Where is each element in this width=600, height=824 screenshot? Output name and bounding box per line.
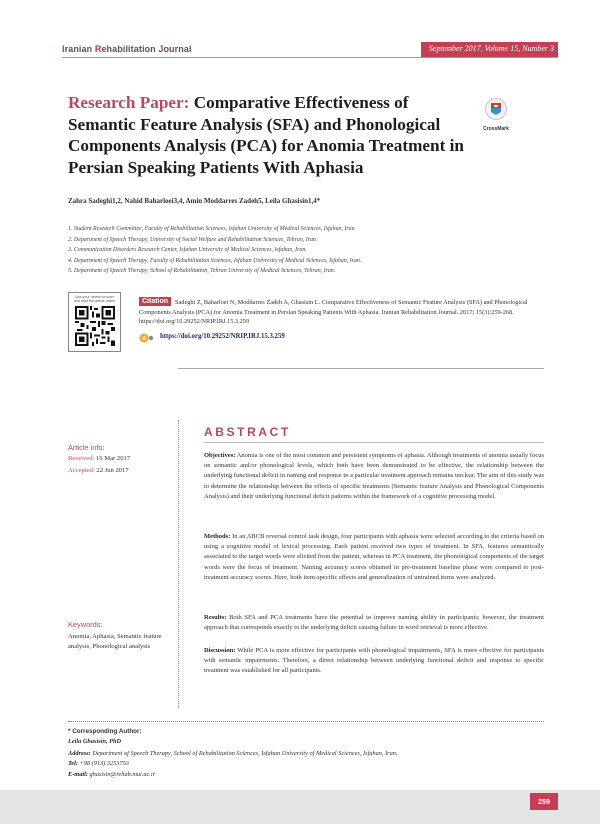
article-info-heading: Article info:: [68, 443, 105, 452]
keywords-text: Anomia, Aphasia, Semantic feature analysis, Phonological analysis: [68, 633, 162, 650]
page-number: 259: [530, 793, 558, 810]
corresponding-rule: [68, 721, 544, 722]
abstract-discussion: Discussion: While PCA is more effective for participants with phonological impairments, SFA is more effective for participants with semantic impairments. Therefore, a direct relationship between underlying functional deficit and response to specific treatment was established for all participants.: [204, 647, 545, 675]
accepted-date: Accepted: 22 Jun 2017: [68, 467, 129, 474]
journal-name: Iranian Rehabilitation Journal: [62, 44, 192, 54]
affiliation-item: 4. Department of Speech Therapy, Faculty of Rehabilitation Sciences, Isfahan University of Medical Sciences, Isfahan, Iran.: [68, 257, 362, 264]
corresponding-address: Address: Department of Speech Therapy, School of Rehabilitation Sciences, Isfahan University of Medical Sciences, Isfahan, Iran.: [68, 750, 398, 757]
affiliation-item: 2. Department of Speech Therapy, University of Social Welfare and Rehabilitation Sciences, Tehran, Iran.: [68, 236, 318, 243]
received-date: Received: 16 Mar 2017: [68, 455, 131, 462]
doi-icon: [139, 333, 156, 343]
journal-header: [62, 44, 558, 58]
author-list: Zahra Sadeghi1,2, Nahid Baharloei3,4, Amin Moddarres Zadeh5, Leila Ghasisin1,4*: [68, 197, 321, 205]
svg-text:d: d: [142, 336, 146, 343]
abstract-results: Results: Both SFA and PCA treatments have the potential to improve naming ability in participants; however, the treatment approach that corresponds exactly to the underlying deficit causing failure in word retrieval is more effective.: [204, 614, 544, 632]
affiliation-list: [68, 224, 361, 277]
citation-text: Sadeghi Z, Baharloei N, Moddarres Zadeh A, Ghasisin L. Comparative Effectiveness of Semantic Feature Analysis (SFA) and Phonological Components Analysis (PCA) for Anomia Treatment in Persian Speaking Patients With Aphasia. Iranian Rehabilitation Journal. 2017; 15(3):259-268. https://doi.org/10.29252/NRIP.IRJ.15.3.259: [139, 299, 528, 325]
citation-label: Citation: [139, 297, 171, 306]
corresponding-tel: Tel: +98 (913) 3253753: [68, 760, 129, 767]
qr-caption: Use your device to scan and read the article online: [73, 295, 116, 304]
section-divider: [178, 368, 544, 369]
paper-title: [68, 92, 478, 178]
column-separator: [178, 420, 179, 708]
issue-label: September 2017, Volume 15, Number 3: [421, 42, 558, 57]
affiliation-item: 1. Student Research Committee, Faculty of Rehabilitation Sciences, Isfahan University of Medical Sciences, Isfahan, Iran.: [68, 226, 357, 232]
paper-title-text: Comparative Effectiveness of Semantic Feature Analysis (SFA) and Phonological Components Analysis (PCA) for Anomia Treatment in Persian Speaking Patients With Aphasia: [68, 93, 464, 177]
corresponding-name: Leila Ghasisin, PhD: [68, 738, 122, 745]
crossmark-badge[interactable]: [483, 98, 509, 132]
abstract-rule: [204, 442, 544, 443]
crossmark-label: CrossMark: [483, 126, 509, 132]
doi-link[interactable]: https://doi.org/10.29252/NRIP.IRJ.15.3.259: [160, 333, 285, 340]
corresponding-heading: * Corresponding Author:: [68, 728, 142, 735]
crossmark-icon: [485, 98, 507, 120]
corresponding-email: E-mail: ghasisin@rehab.mui.ac.ir: [68, 771, 156, 778]
affiliation-item: 3. Communication Disorders Research Center, Isfahan University of Medical Sciences, Isfahan, Iran.: [68, 247, 307, 254]
qr-code-icon: [75, 306, 115, 346]
qr-code-box[interactable]: [68, 292, 121, 352]
page-footer: [0, 790, 600, 824]
abstract-heading: ABSTRACT: [204, 425, 291, 439]
affiliation-item: 5. Department of Speech Therapy, School of Rehabilitation, Tehran University of Medical Sciences, Tehran, Iran.: [68, 268, 336, 275]
paper-type-label: Research Paper:: [68, 93, 190, 112]
abstract-methods: Methods: In an ABCB reversal control task design, four participants with aphasia were selected according to the criteria based on using a cognitive model of lexical processing. Each patient received two types of treatment. In SFA, features semantically associated to the target words were elicited from the patient, whereas in PCA treatment, the phonological components of the target words were the focus of treatment. Naming accuracy scores obtained in pre-treatment baseline phase were compared to post-treatment accuracy scores. Here, both item-specific effects and generalization of untrained items were analyzed.: [204, 533, 544, 581]
abstract-objectives: Objectives: Anomia is one of the most common and persistent symptoms of aphasia. Although treatments of anomia usually focus on semantic and/or phonological levels, which both have been demonstrated to be effective, the relationship between the underlying functional deficit in naming and response to a particular treatment approach remains unclear. The aim of this study was to determine the relationship between the effects of specific treatments (Semantic feature Analysis and Phonological Components Analysis) and their underlying functional deficit patterns within the framework of a cognitive processing model.: [204, 452, 544, 500]
keywords-heading: Keywords:: [68, 620, 103, 629]
